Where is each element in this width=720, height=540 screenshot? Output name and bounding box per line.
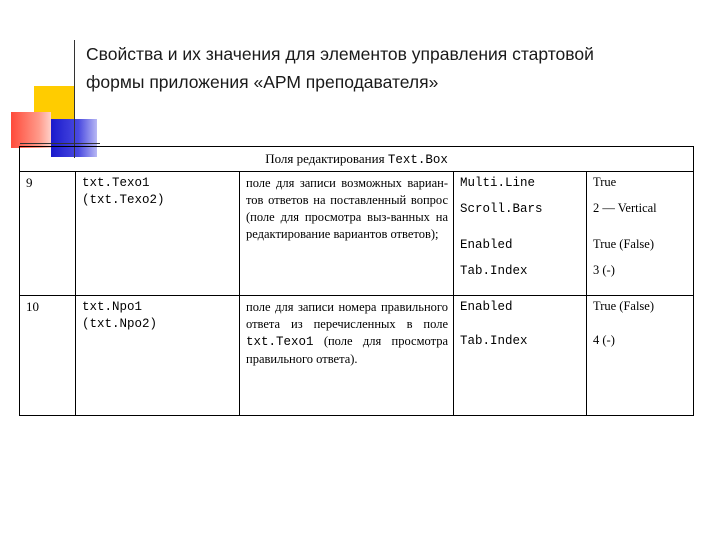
property-value: True <box>593 175 617 189</box>
property-name: Tab.Index <box>460 264 528 278</box>
property-name: Tab.Index <box>460 334 528 348</box>
control-name-alt: (txt.Npo2) <box>82 317 158 331</box>
control-name: txt.Texo1 <box>82 176 150 190</box>
table-row <box>20 172 694 296</box>
property-name: Multi.Line <box>460 176 536 190</box>
title-line-1: Свойства и их значения для элементов управления стартовой <box>86 44 594 64</box>
table-header-row <box>20 147 694 172</box>
property-list <box>454 296 587 416</box>
description-code: txt.Texo1 <box>246 335 314 349</box>
header-code: Text.Box <box>387 153 448 167</box>
description-text-end: (поле для просмотра правильного ответа). <box>246 334 448 366</box>
control-names <box>76 172 240 296</box>
control-names <box>76 296 240 416</box>
property-value: 2 — Vertical <box>593 201 657 215</box>
property-value: 4 (-) <box>593 333 615 347</box>
value-list <box>587 296 694 416</box>
decor-horizontal-line <box>20 143 100 144</box>
property-value: 3 (-) <box>593 263 615 277</box>
description-text: поле для записи номера правильного ответа из перечисленных в поле <box>246 300 448 331</box>
property-value: True (False) <box>593 237 654 251</box>
property-name: Enabled <box>460 300 513 314</box>
property-value: True (False) <box>593 299 654 313</box>
row-number: 10 <box>20 296 76 416</box>
control-description: поле для записи возможных вариан-тов ответов на поставленный вопрос (поле для просмотра выз-ванных на редактирование вариантов ответов); <box>240 172 454 296</box>
property-list <box>454 172 587 296</box>
property-name: Scroll.Bars <box>460 202 543 216</box>
table-row <box>20 296 694 416</box>
title-line-2: формы приложения «АРМ преподавателя» <box>86 72 439 92</box>
decor-vertical-line <box>74 40 75 158</box>
value-list <box>587 172 694 296</box>
property-name: Enabled <box>460 238 513 252</box>
control-description <box>240 296 454 416</box>
table-header <box>20 147 694 172</box>
control-name-alt: (txt.Texo2) <box>82 193 165 207</box>
row-number: 9 <box>20 172 76 296</box>
header-text: Поля редактирования <box>265 151 388 166</box>
slide-title <box>86 40 686 96</box>
control-name: txt.Npo1 <box>82 300 143 314</box>
properties-table <box>19 146 694 416</box>
